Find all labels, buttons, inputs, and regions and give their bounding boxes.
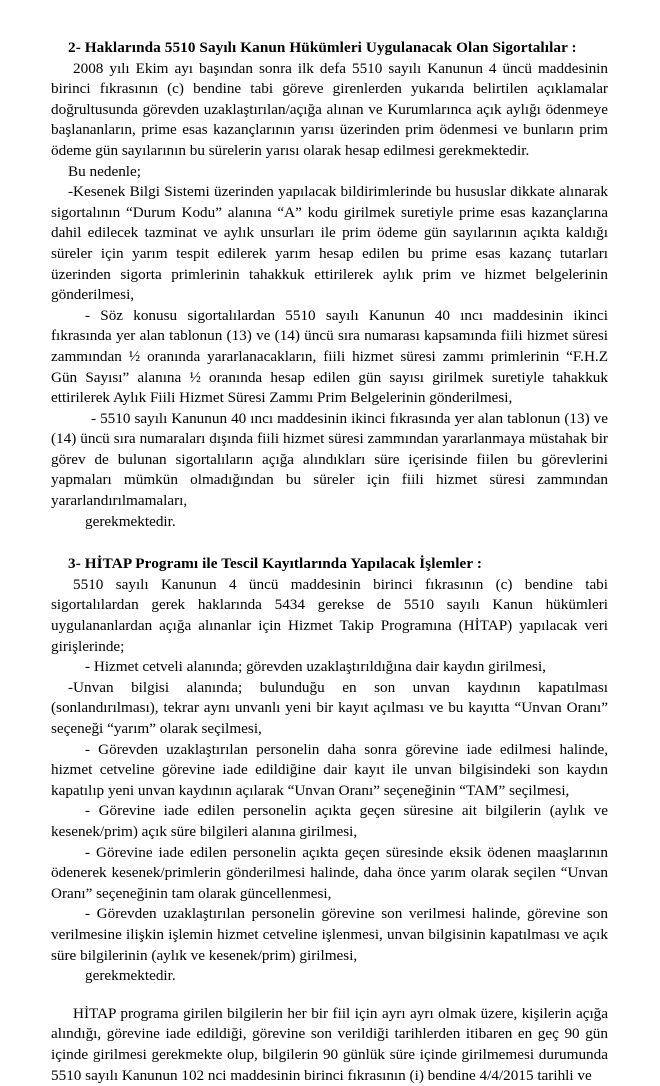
paragraph-s3-p6: - Görevine iade edilen personelin açıkta geçen süresinde eksik ödenen maaşlarının ödenerek kesenek/primlerin gönderilmesi halinde, daha önce yarım olarak seçilen “Unvan Oranı” seçeneğinin tam olarak güncellenmesi, xyxy=(51,843,608,902)
section-spacer xyxy=(51,532,608,554)
paragraph-s2-p3: -Kesenek Bilgi Sistemi üzerinden yapılacak bildirimlerinde bu hususlar dikkate alınarak sigortalının “Durum Kodu” alanına “A” kodu girilmek suretiyle prime esas kazançlarına dahil edilecek tazminat ve aylık unsurları ile prim ödeme gün sayılarının açıkta kaldığı süreler için yarım tespit edilerek yarım hesap edilen bu prime esas kazanç tutarları üzerinden sigorta primlerinin tahakkuk ettirilerek aylık prim ve hizmet belgelerinin gönderilmesi, xyxy=(51,183,608,304)
paragraph-s2-p2: Bu nedenle; xyxy=(68,162,141,180)
paragraph-s2-p1: 2008 yılı Ekim ayı başından sonra ilk defa 5510 sayılı Kanunun 4 üncü maddesinin birinci fıkrasının (c) bendine tabi göreve girenlerden yukarıda belirtilen açıklamalar doğrultusunda görevden uzaklaştırılan/açığa alınan ve Kurumlarınca açık aylığı ödenmeye başlananların, prime esas kazançlarının yarısı üzerinden prim ödenmesi ve bunların prim ödeme gün sayılarının bu sürelerin yarısı olarak hesap edilmesi gerekmektedir. xyxy=(51,59,608,159)
paragraph-s2-p5: - 5510 sayılı Kanunun 40 ıncı maddesinin ikinci fıkrasında yer alan tablonun (13) ve (14) üncü sıra numaraları dışında fiili hizmet süresi zammından yararlanmaya müstahak bir görev de bulunan sigortalıların açığa alındıkları süre içerisinde fiilen bu görevlerini yapmaları mümkün olmadığından bu süreler için fiili hizmet süresi zammından yararlandırılmamaları, xyxy=(51,409,608,510)
section-heading-3: 3- HİTAP Programı ile Tescil Kayıtlarında Yapılacak İşlemler : xyxy=(68,555,482,573)
paragraph-s3-p4: - Görevden uzaklaştırılan personelin daha sonra görevine iade edilmesi halinde, hizmet cetveline görevine iade edildiğine dair kayıt ile unvan bilgisindeki son kaydın kapatılıp yeni unvan kaydının açılarak “Unvan Oranı” seçeneğinin “TAM” seçilmesi, xyxy=(51,740,608,799)
paragraph-spacer xyxy=(51,987,608,1004)
paragraph-s3-p1: 5510 sayılı Kanunun 4 üncü maddesinin birinci fıkrasının (c) bendine tabi sigortalılardan gerek haklarında 5434 gerekse de 5510 sayılı Kanun hükümleri uygulananlardan açığa alınanlar için Hizmet Takip Programına (HİTAP) yapılacak veri girişlerinde; xyxy=(51,575,608,655)
paragraph-s2-p4: - Söz konusu sigortalılardan 5510 sayılı Kanunun 40 ıncı maddesinin ikinci fıkrasında yer alan tablonun (13) ve (14) üncü sıra numarası kapsamında fiili hizmet süresi zammından ½ oranında yararlanacakların, fiili hizmet süresi zammı primlerinin “F.H.Z Gün Sayısı” alanına ½ oranında hesap edilen gün sayısı girilmek suretiyle tahakkuk ettirilerek Aylık Fiili Hizmet Süresi Zammı Prim Belgelerinin gönderilmesi, xyxy=(51,306,608,407)
paragraph-s3-p9: HİTAP programa girilen bilgilerin her bir fiil için ayrı ayrı olmak üzere, kişilerin açığa alındığı, görevine iade edildiği, görevine son verildiği tarihlerden itibaren en geç 90 gün içinde girilmesi gerekmekte olup, bilgilerin 90 günlük süre içinde girilmemesi durumunda 5510 sayılı Kanunun 102 nci maddesinin birinci fıkrasının (i) bendine 4/4/2015 tarihli ve xyxy=(51,1004,608,1084)
document-body xyxy=(51,38,608,1086)
paragraph-s3-p7: - Görevden uzaklaştırılan personelin görevine son verilmesi halinde, görevine son verilmesine ilişkin işlemin hizmet cetveline işlenmesi, unvan bilgisinin kapatılması ve açık süre bilgilerinin (aylık ve kesenek/prim) girilmesi, xyxy=(51,905,608,964)
paragraph-s3-p5: - Görevine iade edilen personelin açıkta geçen süresine ait bilgilerin (aylık ve kesenek/prim) açık süre bilgileri alanına girilmesi, xyxy=(51,802,608,840)
paragraph-s3-closing: gerekmektedir. xyxy=(85,967,176,985)
section-heading-2: 2- Haklarında 5510 Sayılı Kanun Hükümleri Uygulanacak Olan Sigortalılar : xyxy=(68,39,577,56)
paragraph-s3-p3: -Unvan bilgisi alanında; bulunduğu en son unvan kaydının kapatılması (sonlandırılması), tekrar aynı unvanlı yeni bir kayıt açılması ve bu kayıtta “Unvan Oranı” seçeneği “yarım” olarak seçilmesi, xyxy=(51,678,608,737)
paragraph-s3-p2: - Hizmet cetveli alanında; görevden uzaklaştırıldığına dair kaydın girilmesi, xyxy=(85,658,546,676)
paragraph-s2-closing: gerekmektedir. xyxy=(85,512,176,530)
